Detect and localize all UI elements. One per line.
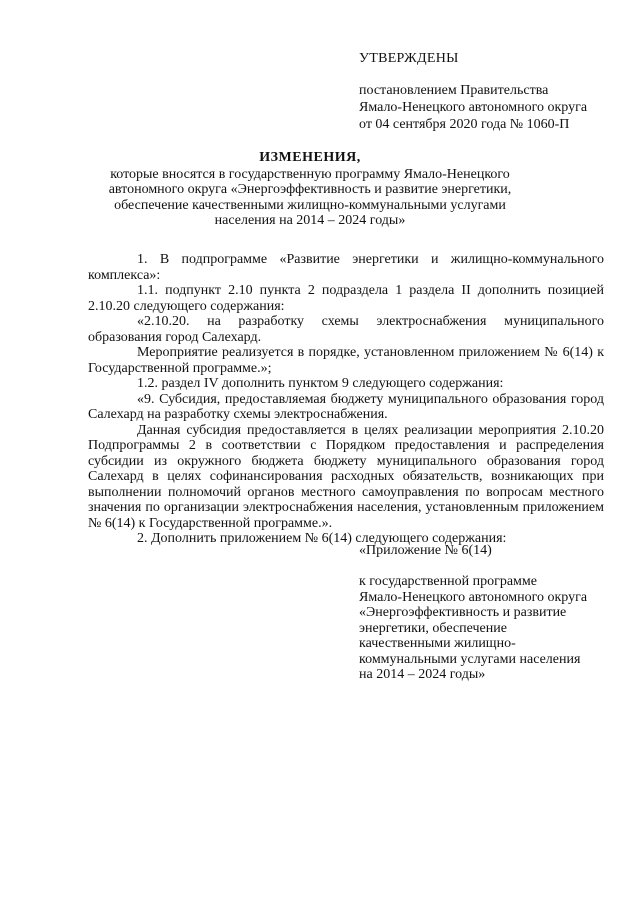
approval-block [359, 50, 619, 133]
appendix-title: «Приложение № 6(14) [359, 543, 492, 558]
approval-line: Ямало-Ненецкого автономного округа [359, 100, 588, 115]
heading-title: ИЗМЕНЕНИЯ, [259, 150, 361, 165]
paragraph-subsidy: Данная субсидия предоставляется в целях реализации мероприятия 2.10.20 Подпрограммы 2 в соответствии с Порядком предоставления и распределения субсидии из окружного бюджета бюджету муниципального образования город Салехард в целях софинансирования расходных обязательств, возникающих при выполнении полномочий органов местного самоуправления по вопросам местного значения по организации электроснабжения населения, установленным приложением № 6(14) к Государственной программе.». [88, 422, 604, 531]
paragraph-1: 1. В подпрограмме «Развитие энергетики и жилищно-коммунального комплекса»: [88, 252, 604, 283]
paragraph-1-1: 1.1. подпункт 2.10 пункта 2 подраздела 1 раздела II дополнить позицией 2.10.20 следующего содержания: [88, 283, 604, 314]
document-body [88, 252, 604, 547]
paragraph-2-10-20: «2.10.20. на разработку схемы электроснабжения муниципального образования город Салехард. [88, 314, 604, 345]
appendix-line: «Энергоэффективность и развитие [359, 605, 567, 620]
heading-line: автономного округа «Энергоэффективность и развитие энергетики, [108, 182, 512, 197]
document-heading [90, 150, 530, 229]
appendix-line: качественными жилищно- [359, 636, 516, 651]
paragraph-9: «9. Субсидия, предоставляемая бюджету муниципального образования город Салехард на разработку схемы электроснабжения. [88, 391, 604, 422]
appendix-line: к государственной программе [359, 574, 537, 589]
heading-line: которые вносятся в государственную программу Ямало-Ненецкого [110, 166, 510, 182]
heading-line: обеспечение качественными жилищно-коммунальными услугами [114, 197, 506, 213]
approval-title: УТВЕРЖДЕНЫ [359, 51, 459, 66]
approval-line: постановлением Правительства [359, 83, 549, 98]
heading-line: населения на 2014 – 2024 годы» [214, 213, 406, 228]
appendix-line: энергетики, обеспечение [359, 620, 507, 636]
paragraph-2: 2. Дополнить приложением № 6(14) следующего содержания: [137, 531, 507, 546]
appendix-line: Ямало-Ненецкого автономного округа [359, 589, 588, 605]
appendix-line: коммунальными услугами населения [359, 651, 581, 667]
approval-line: от 04 сентября 2020 года № 1060-П [359, 117, 570, 132]
paragraph-measure: Мероприятие реализуется в порядке, установленном приложением № 6(14) к Государственной программе.»; [88, 345, 604, 376]
appendix-block [359, 574, 609, 683]
paragraph-1-2: 1.2. раздел IV дополнить пунктом 9 следующего содержания: [137, 376, 504, 391]
appendix-line: на 2014 – 2024 годы» [359, 667, 486, 682]
